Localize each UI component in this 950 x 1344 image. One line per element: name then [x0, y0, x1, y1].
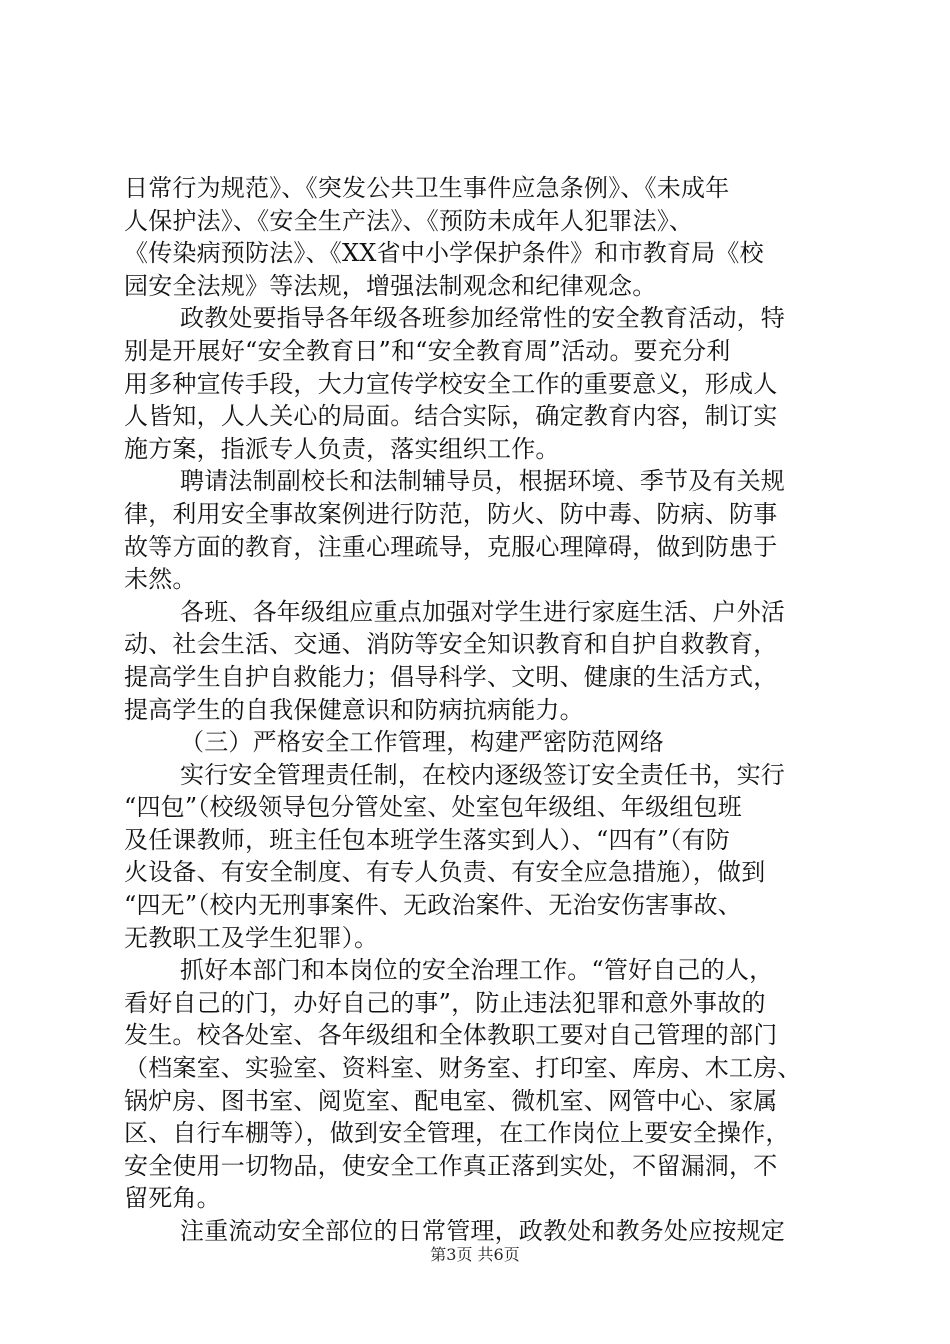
text-line: 抓好本部门和本岗位的安全治理工作。“管好自己的人，: [180, 956, 774, 985]
text-line: 注重流动安全部位的日常管理，政教处和教务处应按规定: [180, 1217, 785, 1245]
text-line: 人皆知，人人关心的局面。结合实际，确定教育内容，制订实: [124, 402, 778, 431]
text-line: 各班、各年级组应重点加强对学生进行家庭生活、户外活: [180, 597, 785, 626]
text-line: （三）严格安全工作管理，构建严密防范网络: [180, 728, 664, 757]
text-line: 动、社会生活、交通、消防等安全知识教育和自护自救教育，: [124, 630, 778, 659]
page-footer: 第3页 共6页: [430, 1245, 520, 1264]
text-line: 别是开展好“安全教育日”和“安全教育周”活动。要充分利: [124, 336, 731, 365]
text-line: 发生。校各处室、各年级组和全体教职工要对自己管理的部门: [124, 1021, 778, 1050]
text-line: “四无”（校内无刑事案件、无政治案件、无治安伤害事故、: [124, 891, 742, 920]
text-line: 律，利用安全事故案例进行防范，防火、防中毒、防病、防事: [124, 499, 778, 528]
text-line: 政教处要指导各年级各班参加经常性的安全教育活动，特: [180, 304, 785, 333]
text-line: 未然。: [124, 565, 197, 594]
document-body: [124, 172, 840, 1248]
text-line: 提高学生自护自救能力；倡导科学、文明、健康的生活方式，: [124, 662, 778, 691]
text-line: 火设备、有安全制度、有专人负责、有安全应急措施），做到: [124, 858, 766, 887]
text-line: 看好自己的门，办好自己的事”，防止违法犯罪和意外事故的: [124, 988, 766, 1017]
text-line: “四包”（校级领导包分管处室、处室包年级组、年级组包班: [124, 793, 742, 822]
text-line: 区、自行车棚等），做到安全管理，在工作岗位上要安全操作，: [124, 1119, 790, 1148]
text-line: 《传染病预防法》、《XX省中小学保护条件》和市教育局《校: [124, 239, 764, 268]
text-line: 锅炉房、图书室、阅览室、配电室、微机室、网管中心、家属: [124, 1086, 778, 1115]
text-line: 及任课教师，班主任包本班学生落实到人）、“四有”（有防: [124, 825, 730, 854]
text-line: 聘请法制副校长和法制辅导员，根据环境、季节及有关规: [180, 467, 785, 496]
text-line: 日常行为规范》、《突发公共卫生事件应急条例》、《未成年: [124, 174, 730, 202]
text-line: （档案室、实验室、资料室、财务室、打印室、库房、木工房、: [124, 1054, 802, 1083]
text-line: 安全使用一切物品，使安全工作真正落到实处，不留漏洞，不: [124, 1151, 778, 1180]
text-line: 提高学生的自我保健意识和防病抗病能力。: [124, 695, 584, 724]
text-line: 园安全法规》等法规，增强法制观念和纪律观念。: [124, 271, 657, 300]
text-line: 留死角。: [124, 1184, 221, 1213]
text-line: 人保护法》、《安全生产法》、《预防未成年人犯罪法》、: [124, 206, 694, 235]
text-line: 用多种宣传手段，大力宣传学校安全工作的重要意义，形成人: [124, 369, 778, 398]
text-line: 施方案，指派专人负责，落实组织工作。: [124, 434, 560, 463]
text-line: 实行安全管理责任制，在校内逐级签订安全责任书，实行: [180, 760, 785, 789]
text-line: 故等方面的教育，注重心理疏导，克服心理障碍，做到防患于: [124, 532, 778, 561]
text-line: 无教职工及学生犯罪）。: [124, 923, 379, 952]
